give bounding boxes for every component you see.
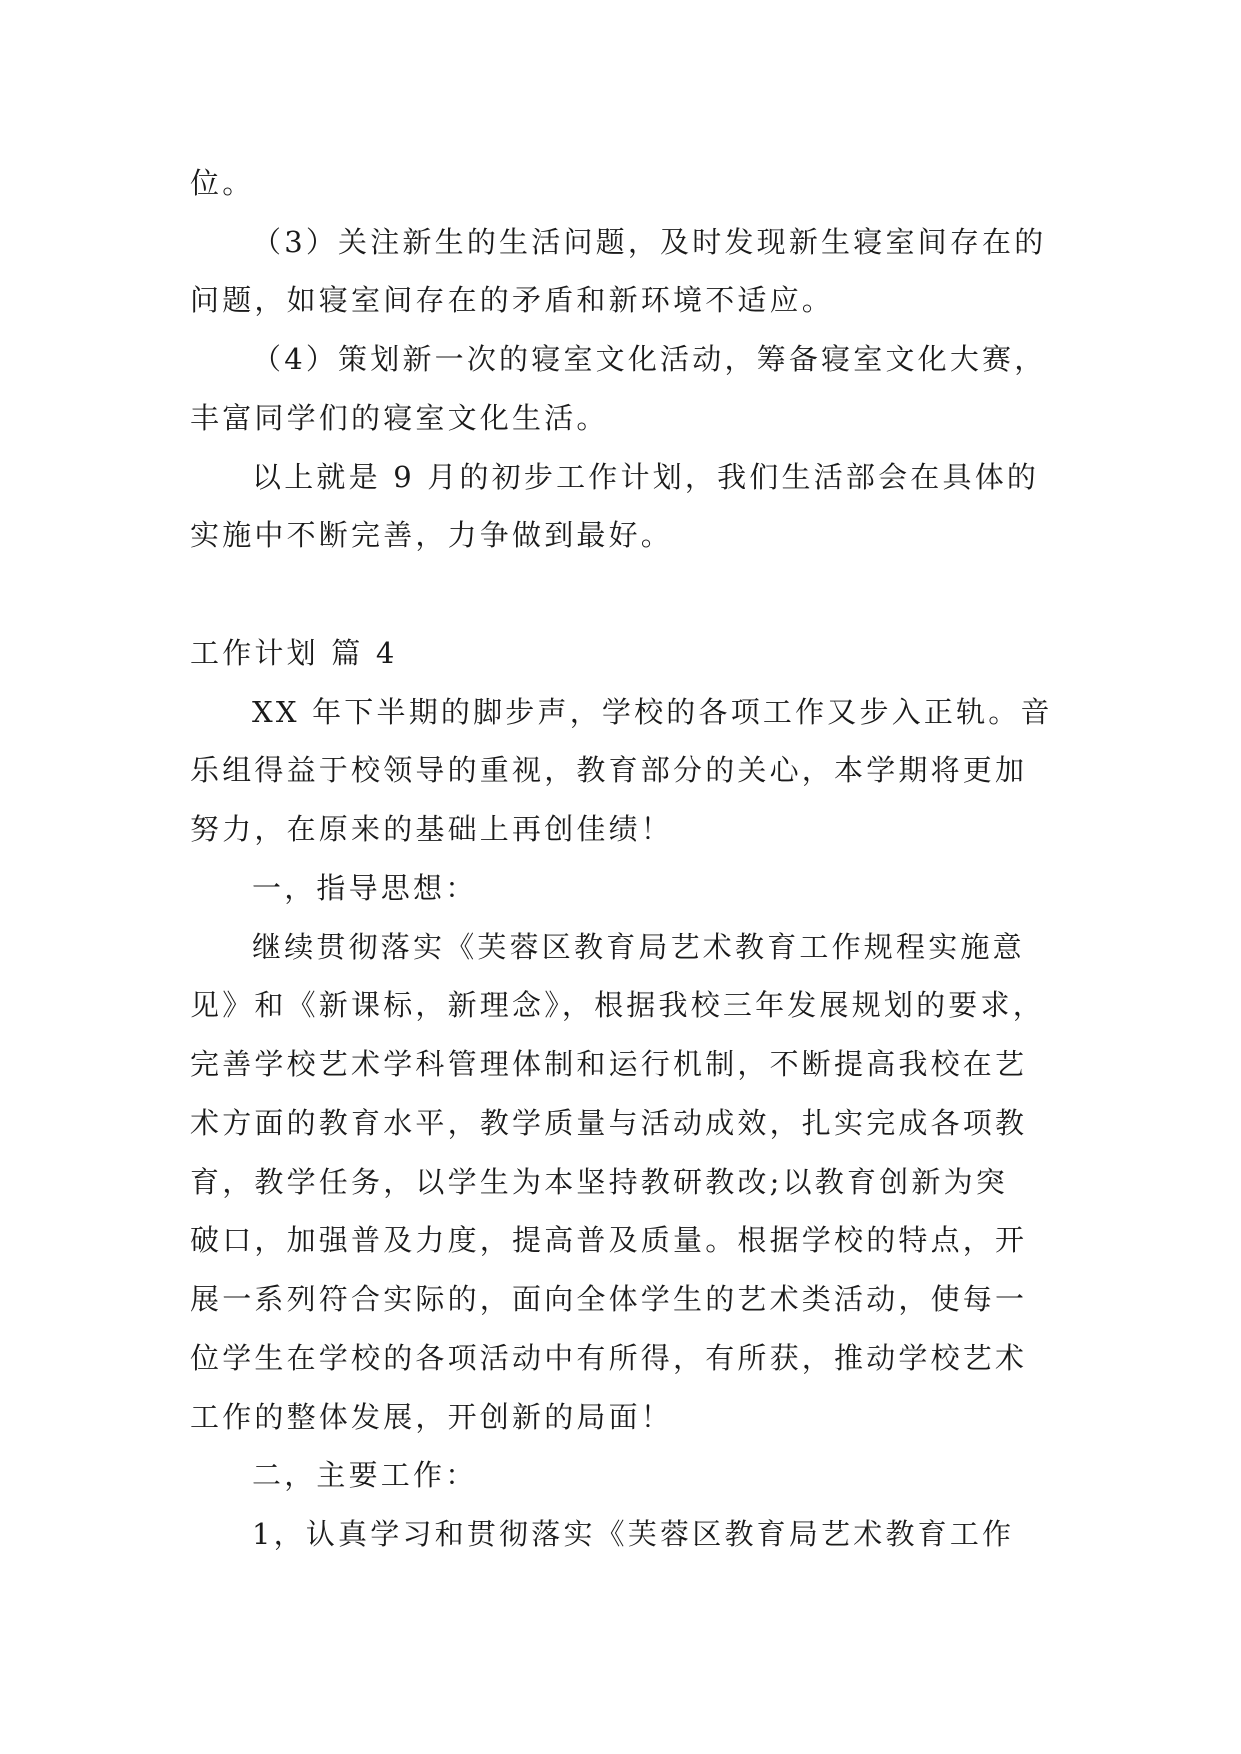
text-line: 育，教学任务，以学生为本坚持教研教改;以教育创新为突	[190, 1165, 1008, 1199]
text-line: 1，认真学习和贯彻落实《芙蓉区教育局艺术教育工作	[252, 1517, 1015, 1551]
text-line: 完善学校艺术学科管理体制和运行机制，不断提高我校在艺	[190, 1047, 1028, 1081]
text-line: 位学生在学校的各项活动中有所得，有所获，推动学校艺术	[190, 1341, 1028, 1375]
text-line: 工作的整体发展，开创新的局面！	[190, 1400, 674, 1434]
subheading: 二，主要工作：	[252, 1458, 478, 1492]
text-line: （4）策划新一次的寝室文化活动，筹备寝室文化大赛，	[252, 342, 1047, 376]
text-line: 展一系列符合实际的，面向全体学生的艺术类活动，使每一	[190, 1282, 1028, 1316]
section-heading: 工作计划 篇 4	[190, 636, 398, 670]
text-line: 实施中不断完善，力争做到最好。	[190, 518, 674, 552]
text-line: 术方面的教育水平，教学质量与活动成效，扎实完成各项教	[190, 1106, 1028, 1140]
text-line: 破口，加强普及力度，提高普及质量。根据学校的特点，开	[190, 1223, 1028, 1257]
text-line: 位。	[190, 166, 255, 200]
subheading: 一，指导思想：	[252, 871, 478, 905]
text-line: XX 年下半期的脚步声，学校的各项工作又步入正轨。音	[252, 695, 1053, 729]
text-line: 乐组得益于校领导的重视，教育部分的关心，本学期将更加	[190, 753, 1028, 787]
text-line: （3）关注新生的生活问题，及时发现新生寝室间存在的	[252, 225, 1047, 259]
text-line: 努力，在原来的基础上再创佳绩！	[190, 812, 674, 846]
text-line: 丰富同学们的寝室文化生活。	[190, 401, 609, 435]
text-line: 继续贯彻落实《芙蓉区教育局艺术教育工作规程实施意	[252, 930, 1025, 964]
text-line: 问题，如寝室间存在的矛盾和新环境不适应。	[190, 283, 835, 317]
text-line: 见》和《新课标，新理念》，根据我校三年发展规划的要求，	[190, 988, 1045, 1022]
text-line: 以上就是 9 月的初步工作计划，我们生活部会在具体的	[252, 460, 1040, 494]
